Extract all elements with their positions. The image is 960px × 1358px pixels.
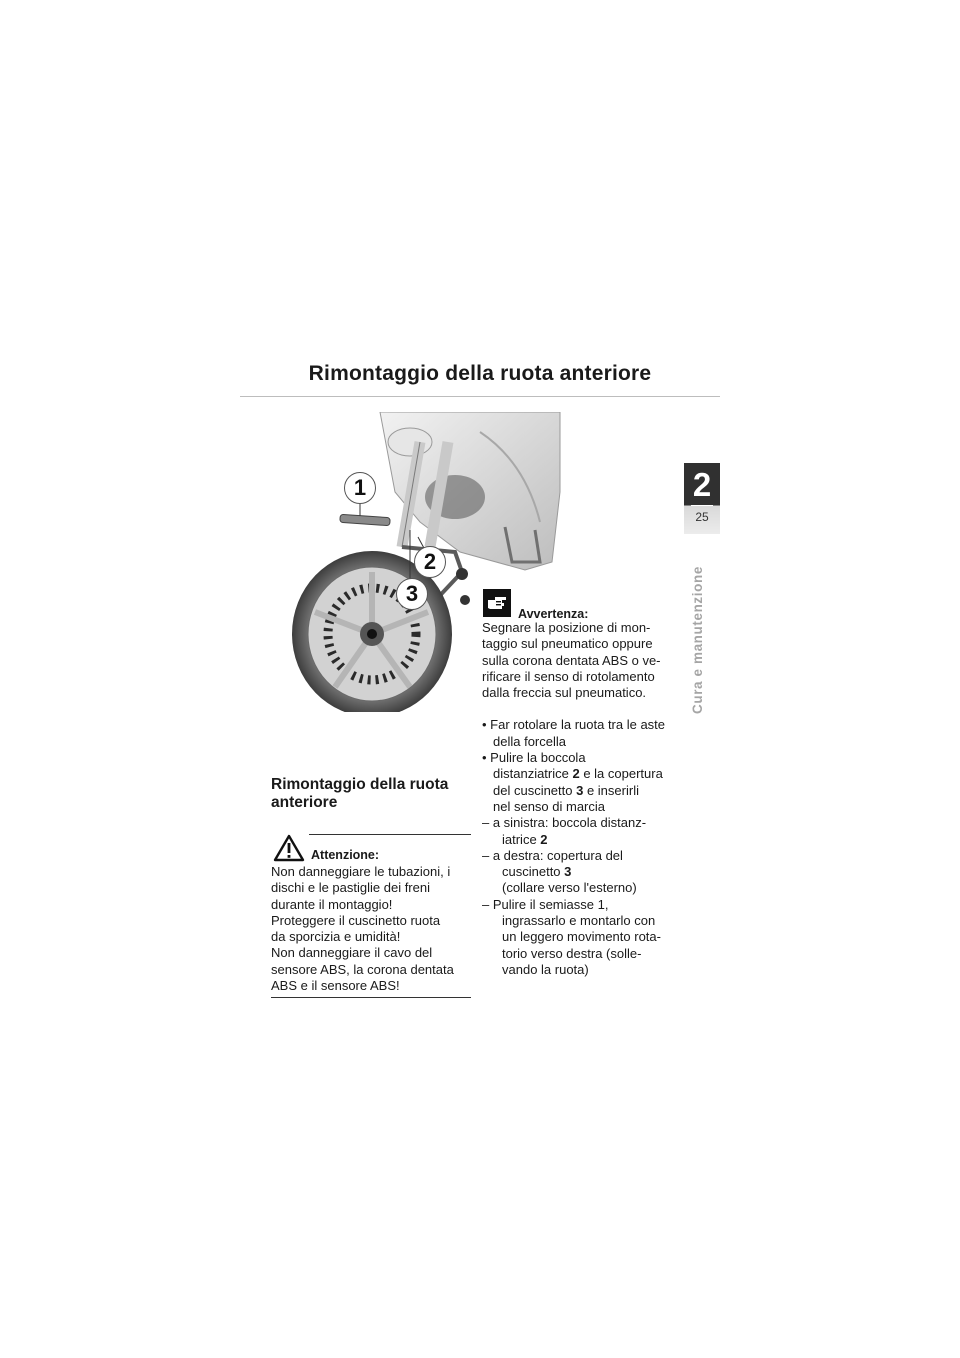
warning-triangle-icon: [273, 834, 305, 862]
attention-box: [271, 834, 471, 998]
note-header: [482, 588, 682, 620]
attention-rule: [309, 834, 471, 835]
note-text: Segnare la posizione di mon- taggio sul pneumatico oppure sulla corona dentata ABS o ve- rificare il senso di rotolamento dalla freccia sul pneumatico.: [482, 620, 661, 701]
title-divider: [240, 396, 720, 397]
substep-right: – a destra: copertura del: [482, 847, 623, 863]
page-title: Rimontaggio della ruota anteriore: [308, 362, 652, 385]
section-heading: Rimontaggio della ruota anteriore: [271, 776, 449, 811]
chapter-side-label: Cura e manutenzione: [690, 566, 705, 714]
callout-2: 2: [414, 546, 446, 578]
attention-text: Non danneggiare le tubazioni, i dischi e le pastiglie dei freni durante il montaggio! Proteggere il cuscinetto ruota da sporcizia e umidità! Non danneggiare il cavo del sensore ABS, la corona dentata ABS e il sensore ABS!: [271, 864, 471, 998]
chapter-divider: [691, 505, 713, 506]
substep-left: – a sinistra: boccola distanz-: [482, 815, 647, 831]
substep-axle: – Pulire il semiasse 1,: [482, 896, 609, 912]
page-number: 25: [695, 510, 709, 524]
chapter-number: 2: [692, 466, 712, 503]
callout-3: 3: [396, 578, 428, 610]
step-roll-wheel: • Far rotolare la ruota tra le aste: [482, 717, 666, 733]
callout-1: 1: [344, 472, 376, 504]
attention-title: Attenzione:: [311, 848, 380, 862]
step-clean-bushing: • Pulire la boccola: [482, 750, 586, 766]
right-column: [482, 588, 682, 978]
chapter-tab: [684, 463, 720, 534]
note-hand-icon: [482, 588, 512, 618]
procedure-steps: • Far rotolare la ruota tra le aste della forcella • Pulire la boccola distanziatrice 2 e la copertura del cuscinetto 3 e inserirli nel senso di marcia – a sinistra: boccola distanz- iatrice 2 – a destra: copertura del cuscinetto 3 (collare verso l'esterno) – Pulire il semiasse 1, ingrassarlo e montarlo con un leggero movimento rota- torio verso destra (solle- vando la ruota): [482, 717, 682, 978]
note-title: Avvertenza:: [518, 607, 589, 621]
left-column: [271, 776, 471, 998]
